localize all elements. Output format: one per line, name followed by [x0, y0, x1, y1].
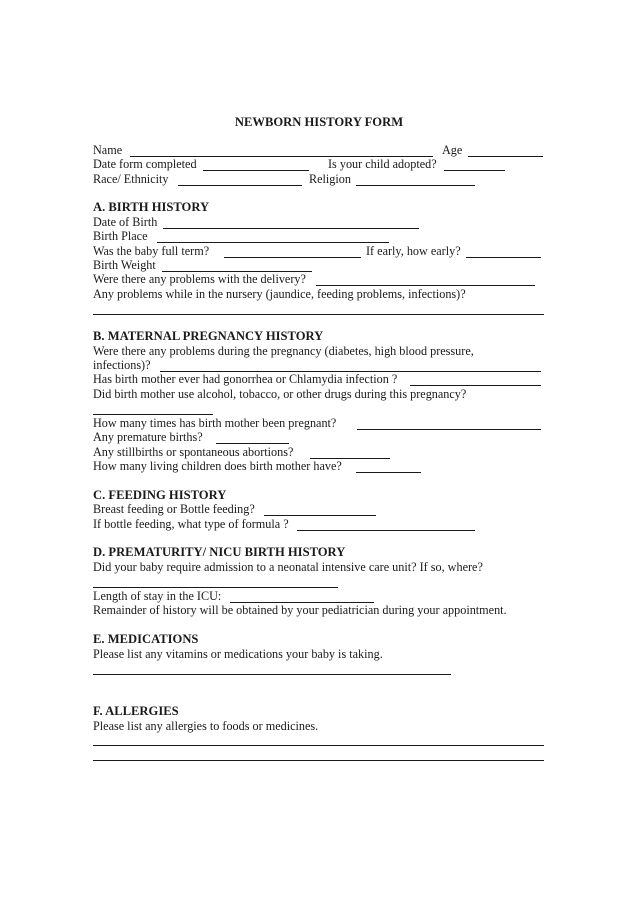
premature-births-field[interactable] — [216, 443, 289, 444]
name-label: Name — [93, 143, 123, 157]
how-early-label: If early, how early? — [366, 244, 461, 258]
nicu-admission-label: Did your baby require admission to a neonatal intensive care unit? If so, where? — [93, 560, 483, 574]
race-ethnicity-field[interactable] — [178, 185, 302, 186]
living-children-field[interactable] — [356, 472, 421, 473]
date-completed-field[interactable] — [203, 170, 309, 171]
icu-stay-label: Length of stay in the ICU: — [93, 589, 222, 603]
nursery-problems-field[interactable] — [93, 314, 544, 315]
allergies-heading: F. ALLERGIES — [93, 704, 179, 718]
pregnancy-problems-label-line2: infections)? — [93, 358, 151, 372]
adopted-field[interactable] — [444, 170, 505, 171]
breast-bottle-label: Breast feeding or Bottle feeding? — [93, 502, 255, 516]
feeding-history-heading: C. FEEDING HISTORY — [93, 488, 227, 502]
medications-prompt: Please list any vitamins or medications your baby is taking. — [93, 647, 383, 661]
allergies-prompt: Please list any allergies to foods or medicines. — [93, 719, 319, 733]
nicu-admission-field[interactable] — [93, 587, 338, 588]
substances-label: Did birth mother use alcohol, tobacco, or other drugs during this pregnancy? — [93, 387, 467, 401]
stillbirths-label: Any stillbirths or spontaneous abortions? — [93, 445, 294, 459]
allergies-field-line1[interactable] — [93, 745, 544, 746]
full-term-field[interactable] — [224, 257, 361, 258]
birth-weight-label: Birth Weight — [93, 258, 156, 272]
nursery-problems-label: Any problems while in the nursery (jaundice, feeding problems, infections)? — [93, 287, 466, 301]
religion-field[interactable] — [356, 185, 475, 186]
pregnancy-problems-label-line1: Were there any problems during the pregnancy (diabetes, high blood pressure, — [93, 344, 474, 358]
remainder-note: Remainder of history will be obtained by your pediatrician during your appointment. — [93, 603, 507, 617]
dob-field[interactable] — [163, 228, 419, 229]
gonorrhea-field[interactable] — [410, 385, 541, 386]
delivery-problems-label: Were there any problems with the delivery? — [93, 272, 306, 286]
dob-label: Date of Birth — [93, 215, 158, 229]
form-title: NEWBORN HISTORY FORM — [234, 115, 404, 129]
religion-label: Religion — [309, 172, 351, 186]
birth-place-field[interactable] — [157, 242, 389, 243]
living-children-label: How many living children does birth mother have? — [93, 459, 342, 473]
substances-field[interactable] — [93, 414, 213, 415]
medications-field[interactable] — [93, 674, 451, 675]
allergies-field-line2[interactable] — [93, 760, 544, 761]
race-ethnicity-label: Race/ Ethnicity — [93, 172, 169, 186]
gonorrhea-label: Has birth mother ever had gonorrhea or Chlamydia infection ? — [93, 372, 398, 386]
how-early-field[interactable] — [466, 257, 541, 258]
formula-label: If bottle feeding, what type of formula ? — [93, 517, 289, 531]
birth-history-heading: A. BIRTH HISTORY — [93, 200, 210, 214]
adopted-label: Is your child adopted? — [328, 157, 437, 171]
breast-bottle-field[interactable] — [264, 515, 376, 516]
medications-heading: E. MEDICATIONS — [93, 632, 199, 646]
formula-field[interactable] — [297, 530, 475, 531]
times-pregnant-label: How many times has birth mother been pregnant? — [93, 416, 337, 430]
times-pregnant-field[interactable] — [357, 429, 541, 430]
delivery-problems-field[interactable] — [316, 285, 535, 286]
premature-births-label: Any premature births? — [93, 430, 203, 444]
age-field[interactable] — [468, 156, 543, 157]
date-completed-label: Date form completed — [93, 157, 197, 171]
nicu-history-heading: D. PREMATURITY/ NICU BIRTH HISTORY — [93, 545, 346, 559]
age-label: Age — [442, 143, 463, 157]
full-term-label: Was the baby full term? — [93, 244, 210, 258]
birth-place-label: Birth Place — [93, 229, 148, 243]
maternal-history-heading: B. MATERNAL PREGNANCY HISTORY — [93, 329, 324, 343]
